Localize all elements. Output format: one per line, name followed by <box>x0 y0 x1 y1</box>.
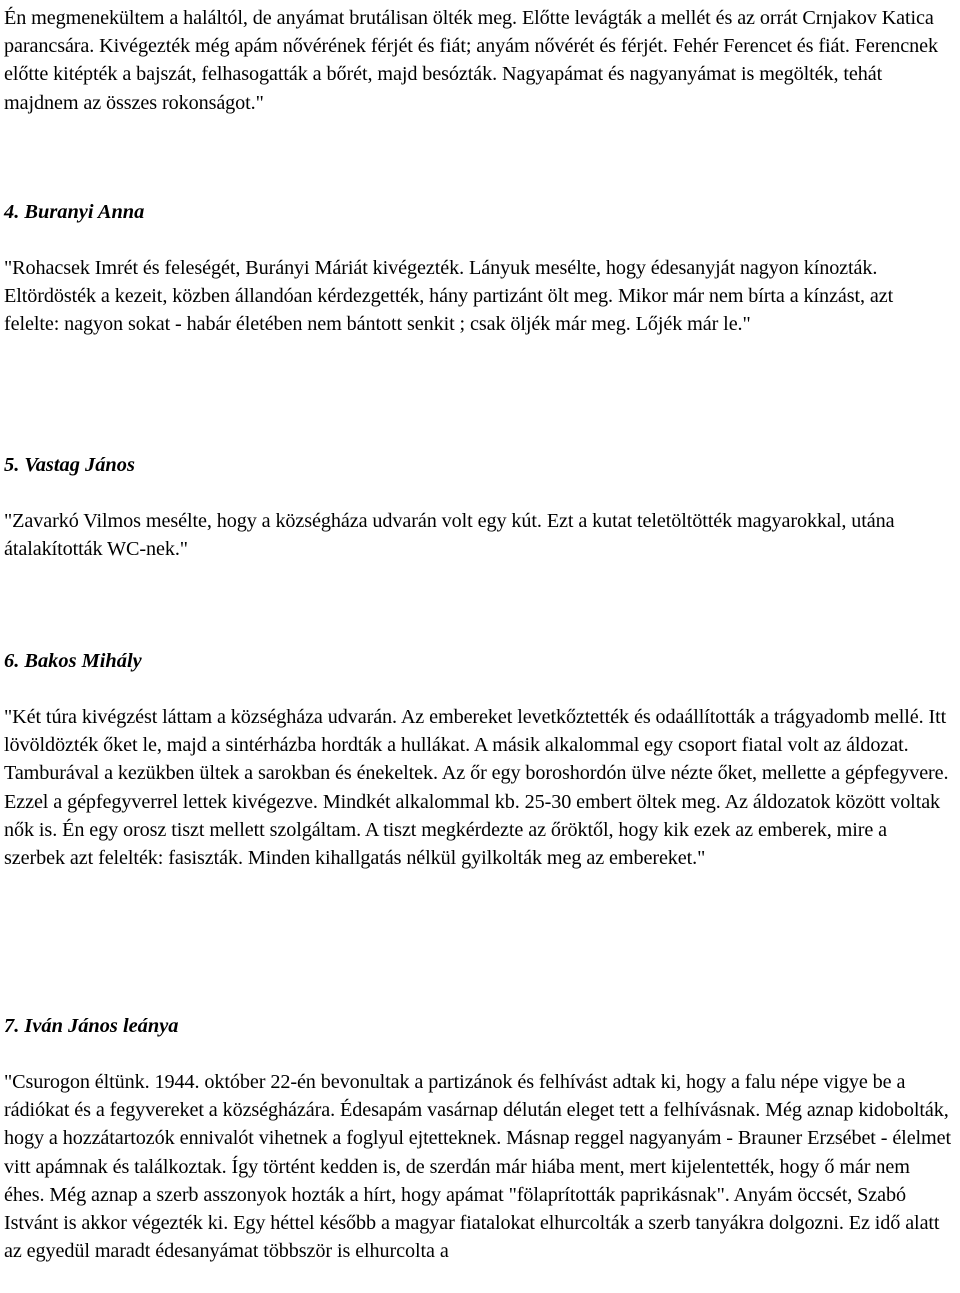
section-paragraph-5: "Zavarkó Vilmos mesélte, hogy a községháza udvarán volt egy kút. Ezt a kutat teletöltötték magyarokkal, utána átalakították WC-nek." <box>4 510 895 561</box>
section-paragraph-4: "Rohacsek Imrét és feleségét, Burányi Máriát kivégezték. Lányuk mesélte, hogy édesanyját nagyon kínozták. Eltördösték a kezeit, közben állandóan kérdezgették, hány partizánt ölt meg. Mikor már nem bírta a kínzást, azt felelte: nagyon sokat - habár életében nem bántott senkit ; csak öljék már meg. Lőjék már le." <box>4 257 894 336</box>
intro-paragraph: Én megmenekültem a haláltól, de anyámat brutálisan ölték meg. Előtte levágták a mellét és az orrát Crnjakov Katica parancsára. Kivégezték még apám nővérének férjét és fiát; anyám nővérét és férjét. Fehér Ferencet és fiát. Ferencnek előtte kitépték a bajszát, felhasogatták a bőrét, majd besózták. Nagyapámat és nagyanyámat is megölték, tehát majdnem az összes rokonságot." <box>4 7 938 114</box>
section-heading-7: 7. Iván János leánya <box>4 1015 179 1037</box>
section-heading-4: 4. Buranyi Anna <box>4 201 145 223</box>
section-heading-5: 5. Vastag János <box>4 454 135 476</box>
section-heading-6: 6. Bakos Mihály <box>4 650 142 672</box>
section-paragraph-6: "Két túra kivégzést láttam a községháza udvarán. Az embereket levetkőztették és odaállították a trágyadomb mellé. Itt lövöldözték őket le, majd a sintérházba hordták a hullákat. A másik alkalommal egy csoport fiatal volt az áldozat. Tamburával a kezükben ültek a sarokban és énekeltek. Az őr egy boroshordón ülve nézte őket, mellette a gépfegyvere. Ezzel a gépfegyverrel lettek kivégezve. Mindkét alkalommal kb. 25-30 embert öltek meg. Az áldozatok között voltak nők is. Én egy orosz tiszt mellett szolgáltam. A tiszt megkérdezte az őröktől, hogy kik ezek az emberek, mire a szerbek azt felelték: fasiszták. Minden kihallgatás nélkül gyilkolták meg az embereket." <box>4 706 949 870</box>
section-paragraph-7: "Csurogon éltünk. 1944. október 22-én bevonultak a partizánok és felhívást adtak ki, hogy a falu népe vigye be a rádiókat és a fegyvereket a községházára. Édesapám vasárnap délután eleget tett a felhívásnak. Még aznap kidobolták, hogy a hozzátartozók ennivalót vihetnek a foglyul ejtetteknek. Másnap reggel nagyanyám - Brauner Erzsébet - élelmet vitt apámnak és találkoztak. Így történt kedden is, de szerdán már hiába ment, mert kijelentették, hogy ő már nem éhes. Még aznap a szerb asszonyok hozták a hírt, hogy apámat "fölaprították paprikásnak". Anyám öccsét, Szabó Istvánt is akkor végezték ki. Egy héttel később a magyar fiatalokat elhurcolták a szerb tanyákra dolgozni. Ez idő alatt az egyedül maradt édesanyámat többször is elhurcolta a <box>4 1071 952 1263</box>
